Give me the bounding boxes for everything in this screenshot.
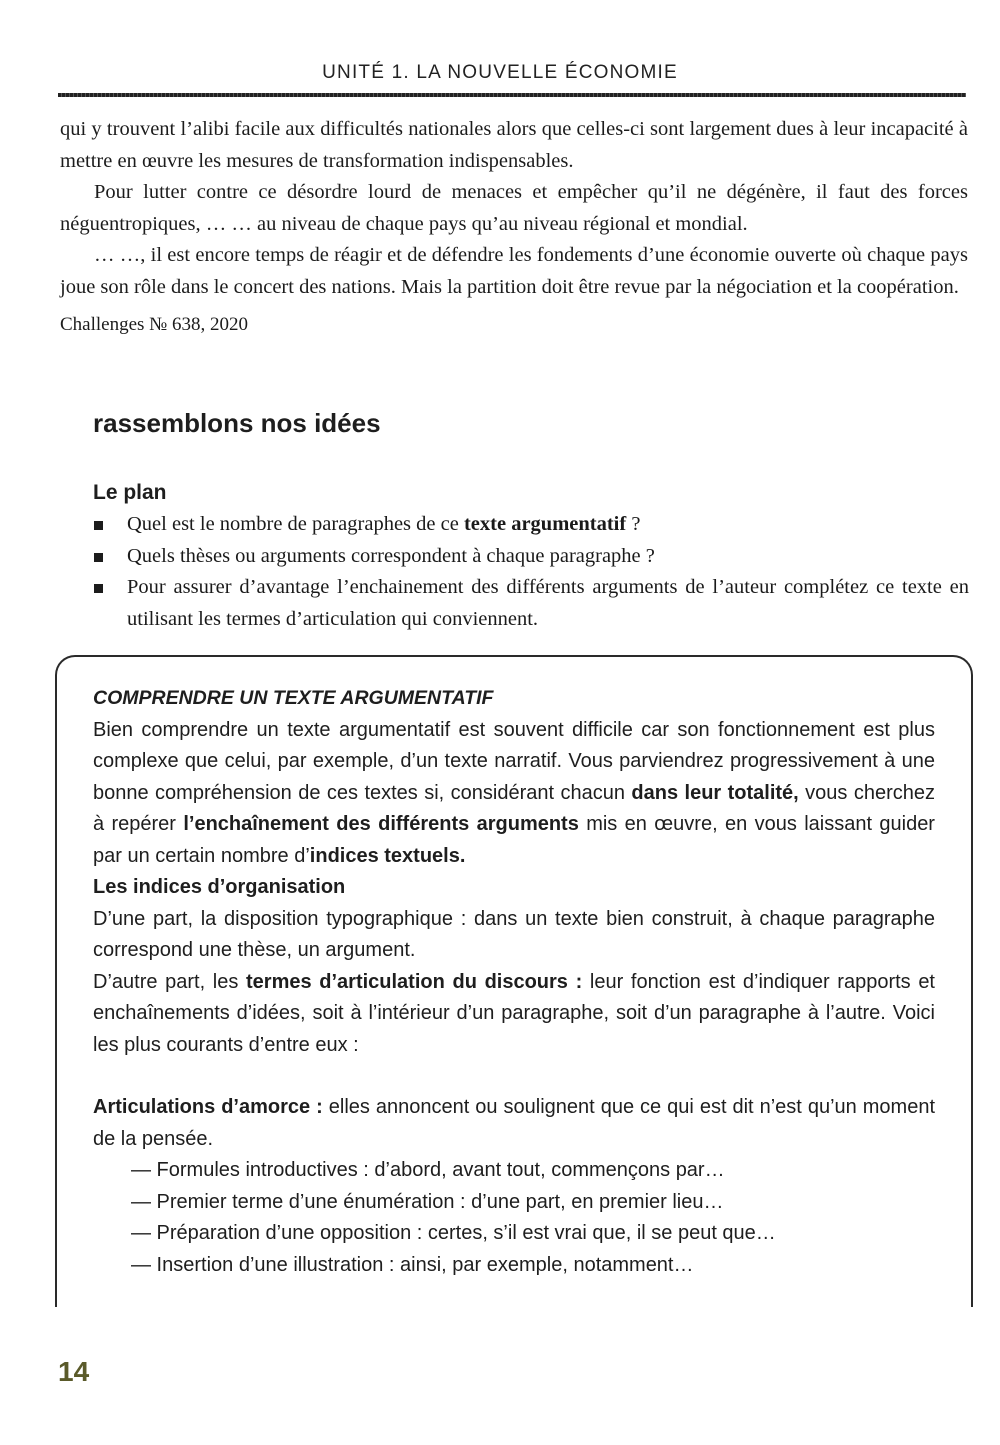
amorce-item: — Insertion d’une illustration : ainsi, par exemple, notamment…	[131, 1253, 694, 1276]
amorce-item: — Premier terme d’une énumération : d’une part, en premier lieu…	[131, 1190, 724, 1213]
question-list	[93, 509, 969, 635]
amorce-item: — Préparation d’une opposition : certes, s’il est vrai que, il se peut que…	[131, 1222, 776, 1244]
square-bullet-icon	[94, 521, 103, 530]
info-box-title: COMPRENDRE UN TEXTE ARGUMENTATIF	[93, 687, 494, 709]
article-paragraph-3: … …, il est encore temps de réagir et de défendre les fondements d’une économie ouverte où chaque pays joue son rôle dans le concert des nations. Mais la partition doit être revue par la négociation et la coopération.	[60, 244, 968, 298]
question-item: Quels thèses ou arguments correspondent à chaque paragraphe ?	[93, 541, 969, 573]
article-source: Challenges № 638, 2020	[60, 314, 249, 335]
page-number: 14	[58, 1356, 90, 1387]
organisation-title: Les indices d’organisation	[93, 876, 346, 898]
organisation-paragraph-1: D’une part, la disposition typographique : dans un texte bien construit, à chaque paragraphe correspond une thèse, un argument.	[93, 907, 935, 961]
article-paragraph-2: Pour lutter contre ce désordre lourd de menaces et empêcher qu’il ne dégénère, il faut des forces néguentropiques, … … au niveau de chaque pays qu’au niveau régional et mondial.	[60, 181, 968, 235]
organisation-paragraph-2: D’autre part, les termes d’articulation du discours : leur fonction est d’indiquer rapports et enchaînements d’idées, soit à l’intérieur d’un paragraphe, soit d’un paragraphe à l’autre. Voici les plus courants d’entre eux :	[93, 970, 935, 1056]
info-box-intro: Bien comprendre un texte argumentatif est souvent difficile car son fonctionnement est plus complexe que celui, par exemple, d’un texte narratif. Vous parviendrez progressivement à une bonne compréhension de ces textes si, considérant chacun dans leur totalité, vous cherchez à repérer l’enchaînement des différents arguments mis en œuvre, en vous laissant guider par un certain nombre d’indices textuels.	[93, 718, 935, 867]
amorce-list	[93, 1155, 935, 1281]
question-item: Quel est le nombre de paragraphes de ce texte argumentatif ?	[93, 509, 969, 541]
running-header: UNITÉ 1. LA NOUVELLE ÉCONOMIE	[322, 62, 678, 83]
question-item: Pour assurer d’avantage l’enchainement des différents arguments de l’auteur complétez ce texte en utilisant les termes d’articulation qui conviennent.	[93, 572, 969, 635]
square-bullet-icon	[94, 584, 103, 593]
plan-title: Le plan	[93, 481, 167, 504]
article-excerpt	[60, 114, 968, 341]
spacer	[93, 1061, 935, 1092]
section-title: rassemblons nos idées	[93, 408, 381, 438]
square-bullet-icon	[94, 553, 103, 562]
article-paragraph-1: qui y trouvent l’alibi facile aux difficultés nationales alors que celles-ci sont largement dues à leur incapacité à mettre en œuvre les mesures de transformation indispensables.	[60, 118, 968, 172]
info-box	[93, 683, 935, 1281]
amorce-item: — Formules introductives : d’abord, avant tout, commençons par…	[131, 1159, 725, 1181]
amorce-paragraph: Articulations d’amorce : elles annoncent ou soulignent que ce qui est dit n’est qu’un moment de la pensée.	[93, 1096, 935, 1150]
header-rule	[58, 93, 966, 97]
